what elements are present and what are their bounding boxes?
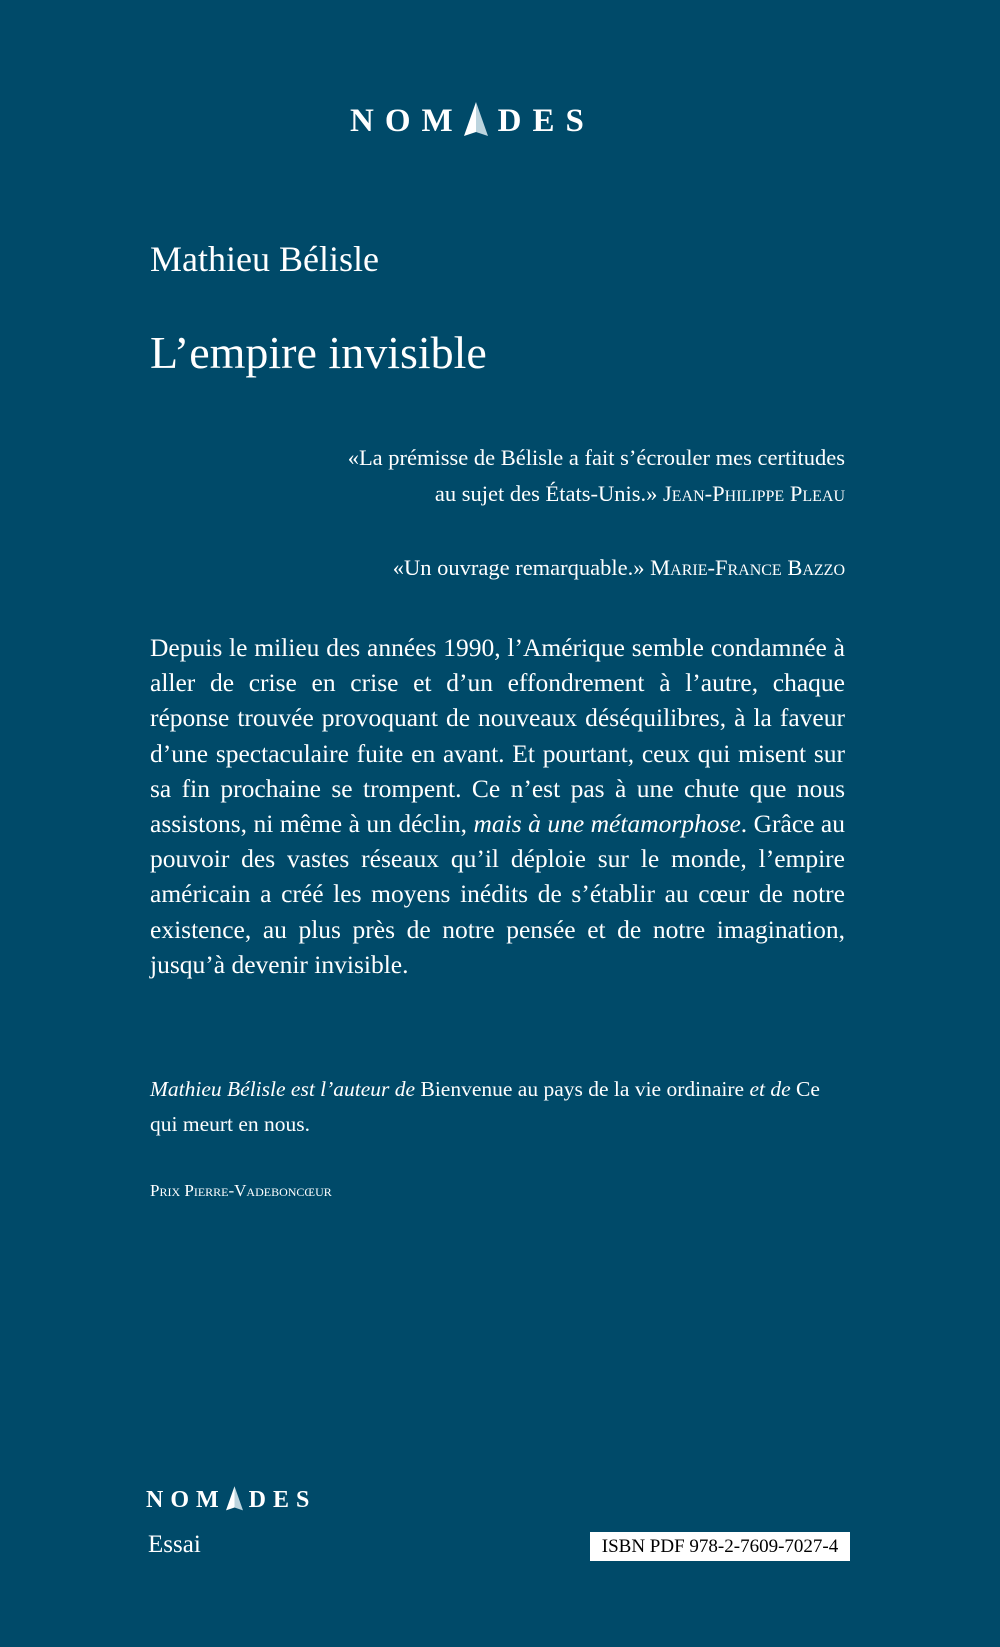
quote-1-line-2: au sujet des États-Unis.»	[434, 481, 658, 506]
quote-1-line-1: «La prémisse de Bélisle a fait s’écrouler mes certitudes	[347, 445, 845, 470]
description-part-1: Depuis le milieu des années 1990, l’Amérique semble condamnée à aller de crise en crise et d’un effondrement à l’autre, chaque réponse trouvée provoquant de nouveaux déséquilibres, à la faveur d’une spectaculaire fuite en avant. Et pourtant, ceux qui misent sur sa fin prochaine se trompent. Ce n’est pas à une chute que nous assistons, ni même à un déclin,	[150, 633, 845, 839]
book-title: L’empire invisible	[150, 327, 487, 378]
logo-text-left: NOM	[146, 1487, 226, 1513]
author-name: Mathieu Bélisle	[150, 239, 379, 279]
description-part-2: . Grâce au pouvoir des vastes réseaux qu’il déploie sur le monde, l’empire américain a créé les moyens inédits de s’établir au cœur de notre existence, au plus près de notre pensée et de notre imagination, jusqu’à devenir invisible.	[150, 809, 845, 979]
publisher-logo-bottom	[146, 1486, 316, 1514]
quote-1-attribution: Jean-Philippe Pleau	[663, 481, 845, 506]
book-description	[150, 630, 845, 982]
quote-1	[225, 440, 845, 512]
bio-end: .	[304, 1112, 311, 1136]
pyramid-logo-icon	[464, 102, 488, 138]
logo-text-left: NOM	[350, 103, 464, 139]
logo-text-right: DES	[497, 103, 595, 139]
logo-text-right: DES	[248, 1487, 317, 1513]
bio-conjunction: et de	[744, 1077, 796, 1101]
genre-label: Essai	[148, 1531, 201, 1558]
bio-book-1: Bienvenue au pays de la vie ordinaire	[420, 1077, 745, 1101]
prize-label: Prix Pierre-Vadeboncœur	[150, 1181, 332, 1200]
isbn-label: ISBN PDF 978-2-7609-7027-4	[590, 1532, 850, 1561]
publisher-logo-top	[350, 102, 595, 140]
author-bio	[150, 1072, 850, 1142]
pyramid-logo-icon	[226, 1486, 243, 1512]
quote-2	[225, 550, 845, 586]
bio-intro: Mathieu Bélisle est l’auteur de	[150, 1077, 421, 1101]
description-emphasis: mais à une métamorphose	[473, 809, 741, 839]
bio-book-2: Ce qui meurt en nous	[150, 1077, 820, 1136]
quote-2-text: «Un ouvrage remarquable.»	[392, 555, 645, 580]
quote-2-attribution: Marie-France Bazzo	[650, 555, 845, 580]
